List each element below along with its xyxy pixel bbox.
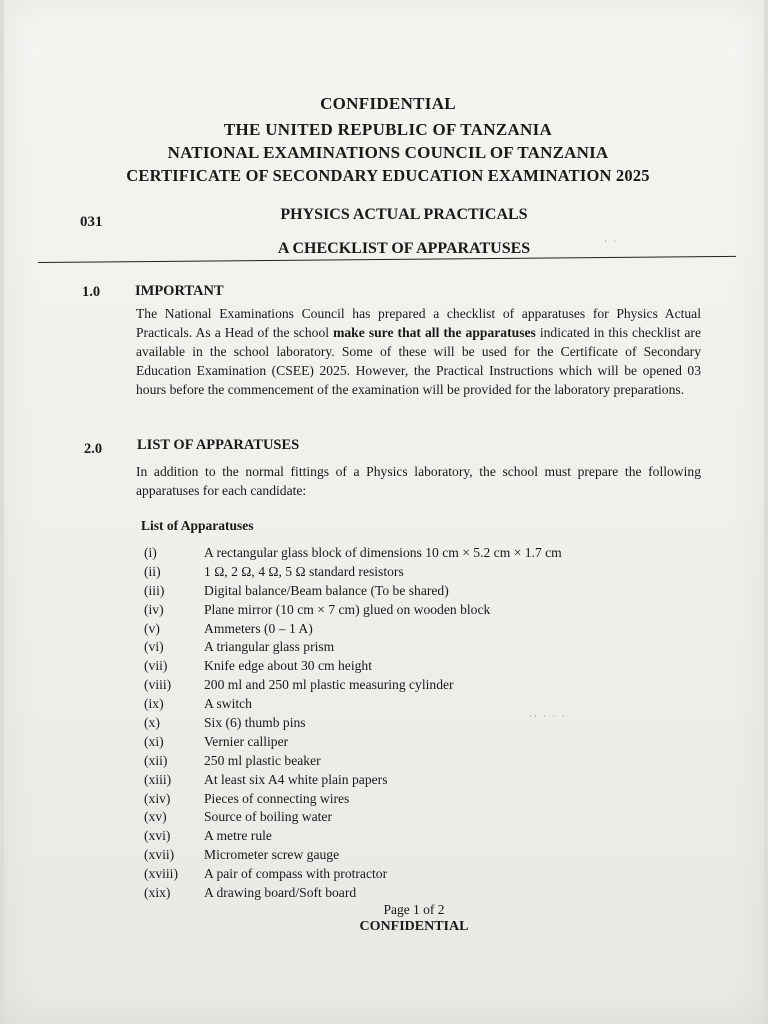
list-item-number: (x) bbox=[144, 715, 160, 731]
list-item-text: A rectangular glass block of dimensions 10 cm × 5.2 cm × 1.7 cm bbox=[204, 545, 562, 560]
list-item bbox=[144, 676, 664, 695]
list-item-number: (xvii) bbox=[144, 847, 175, 863]
list-item bbox=[144, 790, 664, 809]
section1-title: IMPORTANT bbox=[135, 283, 224, 299]
list-item-text: A metre rule bbox=[204, 828, 272, 844]
list-item bbox=[144, 563, 664, 582]
list-item-text: Micrometer screw gauge bbox=[204, 847, 340, 863]
list-item-text: 200 ml and 250 ml plastic measuring cylinder bbox=[204, 677, 454, 693]
list-item-number: (xix) bbox=[144, 885, 171, 901]
list-item-text: 250 ml plastic beaker bbox=[204, 752, 321, 768]
list-item-number: (xi) bbox=[144, 733, 164, 749]
section1-text-a: The National Examinations Council has prepared a checklist of apparatuses for Physics Actual Practicals. As a Head of the school bbox=[136, 306, 701, 340]
list-item bbox=[144, 808, 664, 827]
list-item-text: Pieces of connecting wires bbox=[204, 790, 350, 806]
list-item-text: Vernier calliper bbox=[204, 733, 289, 749]
section1-number: 1.0 bbox=[82, 284, 101, 300]
country-title: THE UNITED REPUBLIC OF TANZANIA bbox=[223, 120, 553, 139]
list-item bbox=[144, 714, 664, 733]
section2-title: LIST OF APPARATUSES bbox=[137, 437, 300, 453]
paper-subject: PHYSICS ACTUAL PRACTICALS bbox=[280, 206, 528, 223]
list-item-text: Knife edge about 30 cm height bbox=[204, 658, 372, 674]
list-item bbox=[144, 582, 664, 601]
list-item-number: (ii) bbox=[144, 563, 161, 579]
list-item bbox=[144, 601, 664, 620]
list-item-number: (xvi) bbox=[144, 828, 171, 844]
section2-number: 2.0 bbox=[84, 441, 103, 457]
list-item-text: Six (6) thumb pins bbox=[204, 715, 306, 731]
page-number: Page 1 of 2 bbox=[383, 902, 445, 917]
document-page bbox=[4, 0, 764, 1024]
exam-title: CERTIFICATE OF SECONDARY EDUCATION EXAMINATION 2025 bbox=[126, 166, 650, 185]
council-title: NATIONAL EXAMINATIONS COUNCIL OF TANZANIA bbox=[167, 143, 609, 162]
list-item bbox=[144, 752, 664, 771]
list-item-number: (i) bbox=[144, 545, 157, 560]
list-item-text: A pair of compass with protractor bbox=[204, 866, 388, 882]
list-item-number: (iv) bbox=[144, 601, 164, 617]
bleed-through-marks: · · bbox=[604, 236, 619, 246]
section1-paragraph bbox=[136, 304, 701, 399]
section2-intro: In addition to the normal fittings of a Physics laboratory, the school must prepare the following apparatuses for each candidate: bbox=[136, 464, 701, 498]
list-item-number: (v) bbox=[144, 620, 160, 636]
list-item bbox=[144, 865, 664, 884]
list-item-text: Ammeters (0 – 1 A) bbox=[204, 620, 313, 636]
list-item bbox=[144, 771, 664, 790]
paper-code: 031 bbox=[80, 214, 103, 230]
list-item bbox=[144, 544, 664, 563]
list-item-number: (xiii) bbox=[144, 771, 172, 787]
list-item bbox=[144, 620, 664, 639]
list-item-number: (ix) bbox=[144, 696, 164, 712]
list-item-text: A drawing board/Soft board bbox=[204, 885, 357, 901]
list-item-number: (vii) bbox=[144, 658, 168, 674]
list-item-text: At least six A4 white plain papers bbox=[204, 771, 388, 787]
list-item-text: A triangular glass prism bbox=[204, 639, 335, 655]
bleed-through-marks: ·· · · · bbox=[529, 711, 567, 721]
list-item-text: Source of boiling water bbox=[204, 809, 332, 825]
list-item-number: (xv) bbox=[144, 809, 167, 825]
apparatus-list bbox=[144, 544, 664, 903]
list-item-text: Digital balance/Beam balance (To be shared) bbox=[204, 582, 449, 598]
list-item bbox=[144, 846, 664, 865]
list-item bbox=[144, 884, 664, 903]
section1-text-bold: make sure that all the apparatuses bbox=[333, 325, 536, 340]
list-item bbox=[144, 695, 664, 714]
list-item-text: Plane mirror (10 cm × 7 cm) glued on wooden block bbox=[204, 601, 491, 617]
list-item-text: 1 Ω, 2 Ω, 4 Ω, 5 Ω standard resistors bbox=[204, 563, 404, 579]
list-item-number: (iii) bbox=[144, 582, 165, 598]
list-item bbox=[144, 733, 664, 752]
list-item bbox=[144, 657, 664, 676]
list-item-number: (viii) bbox=[144, 677, 172, 693]
confidential-footer: CONFIDENTIAL bbox=[359, 919, 469, 934]
list-heading: List of Apparatuses bbox=[141, 518, 254, 533]
list-item bbox=[144, 638, 664, 657]
checklist-title: A CHECKLIST OF APPARATUSES bbox=[277, 240, 531, 257]
list-item-number: (xiv) bbox=[144, 790, 171, 806]
confidential-header: CONFIDENTIAL bbox=[320, 94, 456, 113]
list-item-number: (xviii) bbox=[144, 866, 178, 882]
list-item-number: (xii) bbox=[144, 752, 168, 768]
list-item-text: A switch bbox=[204, 696, 252, 712]
list-item bbox=[144, 827, 664, 846]
list-item-number: (vi) bbox=[144, 639, 164, 655]
section1-text-b: indicated in this checklist are available in the school laboratory. Some of these will be used for the Certificate of Secondary Education Examination (CSEE) 2025. However, the Practical Instructions which will be opened 03 hours before the commencement of the examination will be provided for the laboratory preparations. bbox=[136, 325, 701, 397]
